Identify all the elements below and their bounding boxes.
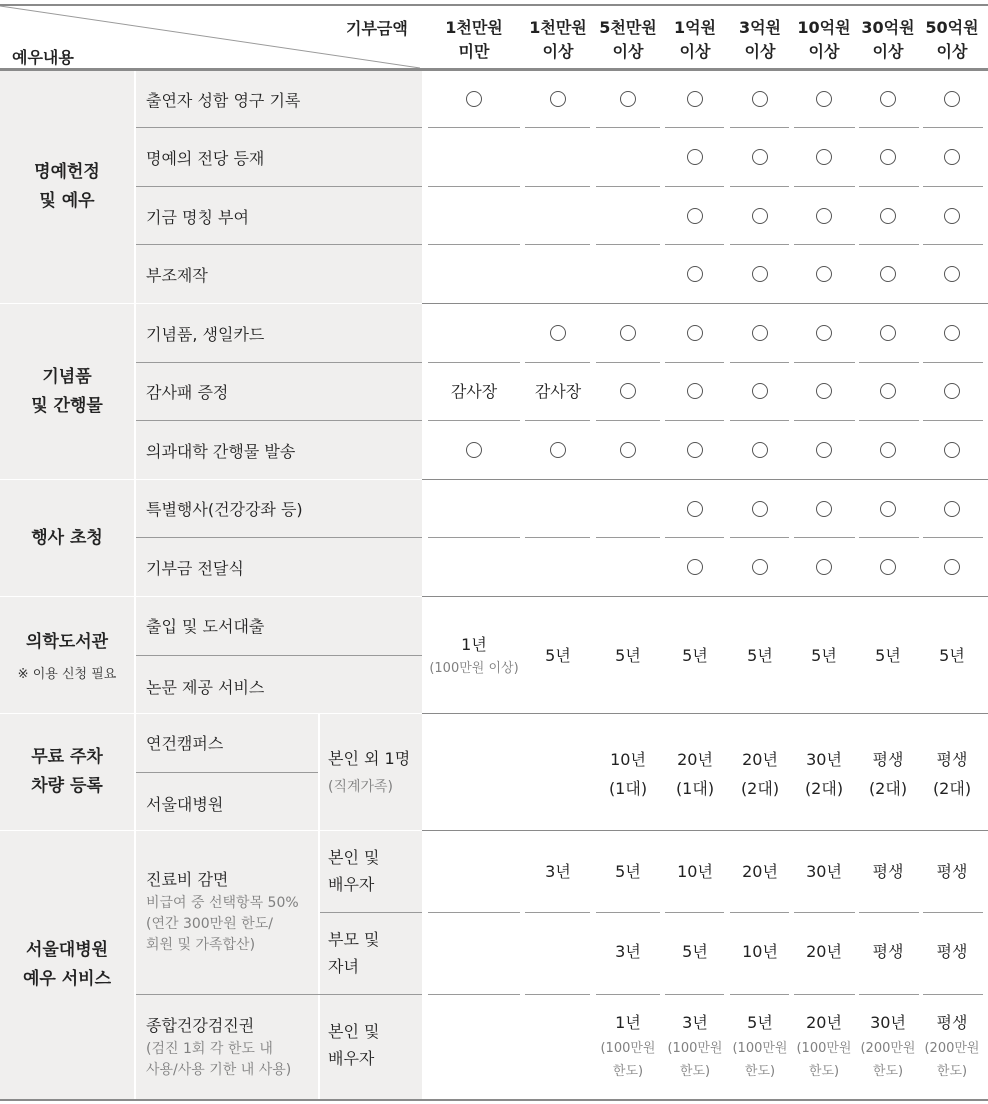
circle-mark-icon — [880, 559, 896, 575]
cell-divider — [428, 127, 520, 128]
circle-mark-icon — [944, 325, 960, 341]
cell-divider — [665, 912, 724, 913]
library-value: 5년 — [939, 646, 965, 665]
cell-divider — [859, 537, 919, 538]
circle-mark-icon — [944, 442, 960, 458]
cell-divider — [859, 420, 919, 421]
cell-divider — [730, 537, 789, 538]
library-value: 5년 — [875, 646, 901, 665]
checkup-value: 1년 (100만원 한도) — [600, 1013, 656, 1079]
cell-divider — [730, 912, 789, 913]
item-paper-service: 논문 제공 서비스 — [136, 656, 422, 713]
circle-mark-icon — [687, 442, 703, 458]
circle-mark-icon — [466, 91, 482, 107]
parking-value: 평생 (2대) — [868, 750, 908, 798]
parking-value: 평생 (2대) — [932, 750, 972, 798]
circle-mark-icon — [944, 501, 960, 517]
sub-parking: 본인 외 1명 (직계가족) — [320, 714, 422, 830]
category-divider — [422, 479, 988, 480]
circle-mark-icon — [687, 266, 703, 282]
circle-mark-icon — [816, 501, 832, 517]
cell-divider — [794, 537, 855, 538]
sub-parent-child: 부모 및 자녀 — [320, 913, 422, 994]
circle-mark-icon — [687, 91, 703, 107]
cell-divider — [923, 912, 983, 913]
circle-mark-icon — [880, 325, 896, 341]
circle-mark-icon — [752, 91, 768, 107]
cell-divider — [859, 244, 919, 245]
discount-self-value: 평생 — [872, 862, 904, 881]
row-divider — [136, 772, 318, 773]
item-special-event: 특별행사(건강강좌 등) — [136, 480, 422, 537]
cell-divider — [794, 186, 855, 187]
column-header: 30억원 이상 — [861, 18, 915, 61]
cell-divider — [428, 912, 520, 913]
item-medical-discount: 진료비 감면 비급여 중 선택항목 50% (연간 300만원 한도/ 회원 및 가족합산) — [136, 831, 318, 994]
row-divider — [136, 420, 422, 421]
cell-divider — [596, 912, 660, 913]
circle-mark-icon — [944, 149, 960, 165]
circle-mark-icon — [620, 91, 636, 107]
item-library-access: 출입 및 도서대출 — [136, 597, 422, 655]
circle-mark-icon — [752, 266, 768, 282]
cell-divider — [859, 127, 919, 128]
cell-divider — [596, 127, 660, 128]
cell-divider — [525, 912, 590, 913]
discount-self-value: 20년 — [742, 862, 778, 881]
circle-mark-icon — [550, 442, 566, 458]
discount-family-value: 평생 — [936, 942, 968, 961]
row-divider — [136, 186, 422, 187]
cell-divider — [859, 186, 919, 187]
library-value: 5년 — [682, 646, 708, 665]
circle-mark-icon — [816, 208, 832, 224]
item-names-record: 출연자 성함 영구 기록 — [136, 71, 422, 127]
column-header: 3억원 이상 — [738, 18, 782, 61]
circle-mark-icon — [880, 208, 896, 224]
checkup-value: 20년 (100만원 한도) — [796, 1013, 852, 1079]
column-header: 1천만원 이상 — [529, 18, 587, 61]
discount-family-value: 5년 — [682, 942, 708, 961]
cell-divider — [525, 362, 590, 363]
cell-divider — [794, 127, 855, 128]
cell-divider — [859, 362, 919, 363]
category-honor: 명예헌정 및 예우 — [0, 71, 134, 303]
circle-mark-icon — [944, 208, 960, 224]
circle-mark-icon — [944, 559, 960, 575]
cell-divider — [923, 127, 983, 128]
row-divider — [136, 362, 422, 363]
item-hall-of-fame: 명예의 전당 등재 — [136, 128, 422, 186]
circle-mark-icon — [752, 383, 768, 399]
item-bust: 부조제작 — [136, 245, 422, 303]
parking-value: 20년 (1대) — [675, 750, 715, 798]
item-checkup: 종합건강검진권 (검진 1회 각 한도 내 사용/사용 기한 내 사용) — [136, 995, 318, 1099]
library-value: 5년 — [811, 646, 837, 665]
parking-value: 10년 (1대) — [608, 750, 648, 798]
cell-divider — [525, 537, 590, 538]
cell-divider — [794, 362, 855, 363]
cell-divider — [428, 420, 520, 421]
library-value: 5년 — [747, 646, 773, 665]
circle-mark-icon — [752, 559, 768, 575]
cell-divider — [665, 186, 724, 187]
circle-mark-icon — [880, 149, 896, 165]
cell-divider — [923, 362, 983, 363]
cell-divider — [525, 127, 590, 128]
category-divider — [422, 303, 988, 304]
sub-self-spouse-checkup: 본인 및 배우자 — [320, 995, 422, 1099]
cell-divider — [596, 994, 660, 995]
cell-divider — [665, 537, 724, 538]
cell-divider — [596, 244, 660, 245]
row-divider — [136, 655, 422, 656]
item-business-card: 기금 명칭 부여 — [136, 187, 422, 244]
circle-mark-icon — [816, 442, 832, 458]
cell-divider — [730, 362, 789, 363]
discount-family-value: 20년 — [806, 942, 842, 961]
column-header: 10억원 이상 — [797, 18, 851, 61]
discount-self-value: 30년 — [806, 862, 842, 881]
discount-self-value: 5년 — [615, 862, 641, 881]
discount-family-value: 3년 — [615, 942, 641, 961]
header-item-label: 예우내용 — [12, 48, 74, 67]
circle-mark-icon — [687, 559, 703, 575]
cell-divider — [923, 420, 983, 421]
category-divider — [422, 830, 988, 831]
item-souvenir: 기념품, 생일카드 — [136, 304, 422, 362]
cell-divider — [730, 127, 789, 128]
circle-mark-icon — [687, 149, 703, 165]
category-divider — [422, 596, 988, 597]
circle-mark-icon — [620, 325, 636, 341]
cell-divider — [665, 994, 724, 995]
cell-divider — [665, 127, 724, 128]
checkup-value: 3년 (100만원 한도) — [667, 1013, 723, 1079]
discount-self-value: 평생 — [936, 862, 968, 881]
circle-mark-icon — [944, 266, 960, 282]
row-divider — [136, 244, 422, 245]
cell-divider — [794, 420, 855, 421]
category-gift: 기념품 및 간행물 — [0, 304, 134, 479]
row-divider — [136, 994, 422, 995]
library-value: 5년 — [615, 646, 641, 665]
cell-divider — [923, 244, 983, 245]
checkup-value: 30년 (200만원 한도) — [860, 1013, 916, 1079]
cell-divider — [730, 186, 789, 187]
column-header: 5천만원 이상 — [599, 18, 657, 61]
circle-mark-icon — [816, 559, 832, 575]
cell-divider — [525, 994, 590, 995]
circle-mark-icon — [816, 383, 832, 399]
cell-divider — [794, 244, 855, 245]
cell-divider — [730, 244, 789, 245]
library-value: 1년 (100만원 이상) — [429, 635, 519, 676]
item-plaque: 감사패 증정 — [136, 363, 422, 420]
cell-divider — [428, 537, 520, 538]
column-header: 1억원 이상 — [673, 18, 717, 61]
circle-mark-icon — [880, 383, 896, 399]
cell-divider — [665, 420, 724, 421]
circle-mark-icon — [620, 383, 636, 399]
circle-mark-icon — [752, 325, 768, 341]
discount-family-value: 10년 — [742, 942, 778, 961]
row-divider — [136, 127, 422, 128]
category-divider — [422, 713, 988, 714]
cell-divider — [665, 362, 724, 363]
discount-family-value: 평생 — [872, 942, 904, 961]
discount-self-value: 10년 — [677, 862, 713, 881]
cell-divider — [859, 994, 919, 995]
bottom-rule — [0, 1099, 988, 1101]
library-value: 5년 — [545, 646, 571, 665]
circle-mark-icon — [687, 501, 703, 517]
item-publication: 의과대학 간행물 발송 — [136, 421, 422, 479]
row-divider — [320, 912, 422, 913]
circle-mark-icon — [880, 266, 896, 282]
circle-mark-icon — [620, 442, 636, 458]
circle-mark-icon — [816, 149, 832, 165]
cell-divider — [525, 420, 590, 421]
category-parking: 무료 주차 차량 등록 — [0, 714, 134, 830]
circle-mark-icon — [944, 91, 960, 107]
circle-mark-icon — [880, 91, 896, 107]
plaque-value: 감사장 — [534, 382, 582, 401]
cell-divider — [794, 912, 855, 913]
cell-divider — [428, 994, 520, 995]
cell-divider — [596, 420, 660, 421]
circle-mark-icon — [944, 383, 960, 399]
item-parking-campus: 연건캠퍼스 — [136, 714, 318, 772]
header-amount-label: 기부금액 — [346, 19, 408, 38]
circle-mark-icon — [687, 208, 703, 224]
circle-mark-icon — [752, 501, 768, 517]
circle-mark-icon — [550, 325, 566, 341]
cell-divider — [923, 994, 983, 995]
item-donation-ceremony: 기부금 전달식 — [136, 538, 422, 596]
checkup-value: 평생 (200만원 한도) — [924, 1013, 980, 1079]
circle-mark-icon — [687, 325, 703, 341]
column-header: 50억원 이상 — [925, 18, 979, 61]
circle-mark-icon — [752, 208, 768, 224]
cell-divider — [428, 362, 520, 363]
discount-self-value: 3년 — [545, 862, 571, 881]
circle-mark-icon — [880, 442, 896, 458]
cell-divider — [730, 420, 789, 421]
circle-mark-icon — [816, 325, 832, 341]
cell-divider — [596, 186, 660, 187]
circle-mark-icon — [752, 149, 768, 165]
circle-mark-icon — [880, 501, 896, 517]
plaque-value: 감사장 — [450, 382, 498, 401]
parking-value: 20년 (2대) — [740, 750, 780, 798]
cell-divider — [665, 244, 724, 245]
category-library: 의학도서관 ※ 이용 신청 필요 — [0, 597, 134, 713]
cell-divider — [428, 186, 520, 187]
cell-divider — [596, 362, 660, 363]
cell-divider — [730, 994, 789, 995]
checkup-value: 5년 (100만원 한도) — [732, 1013, 788, 1079]
circle-mark-icon — [466, 442, 482, 458]
circle-mark-icon — [816, 266, 832, 282]
circle-mark-icon — [752, 442, 768, 458]
circle-mark-icon — [550, 91, 566, 107]
cell-divider — [794, 994, 855, 995]
item-parking-hospital: 서울대병원 — [136, 773, 318, 830]
cell-divider — [525, 186, 590, 187]
cell-divider — [596, 537, 660, 538]
cell-divider — [923, 537, 983, 538]
circle-mark-icon — [816, 91, 832, 107]
cell-divider — [923, 186, 983, 187]
circle-mark-icon — [687, 383, 703, 399]
row-divider — [136, 537, 422, 538]
table-header — [0, 6, 988, 68]
sub-self-spouse: 본인 및 배우자 — [320, 831, 422, 912]
column-header: 1천만원 미만 — [445, 18, 503, 61]
category-event: 행사 초청 — [0, 480, 134, 596]
cell-divider — [859, 912, 919, 913]
cell-divider — [428, 244, 520, 245]
category-hospital: 서울대병원 예우 서비스 — [0, 831, 134, 1099]
cell-divider — [525, 244, 590, 245]
parking-value: 30년 (2대) — [804, 750, 844, 798]
